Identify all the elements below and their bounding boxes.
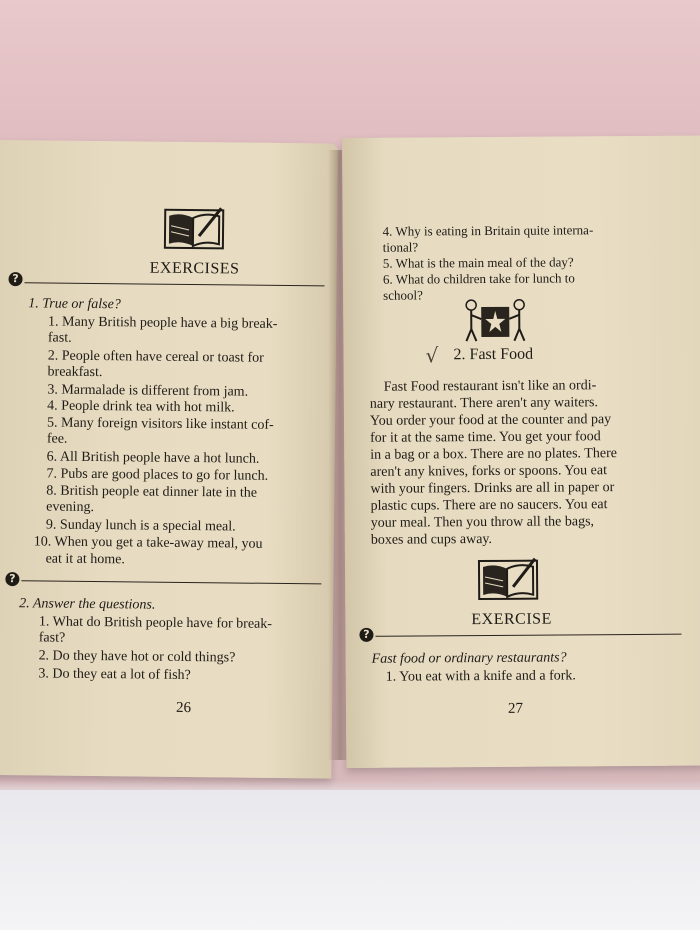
text-line: in a bag or a box. There are no plates. There: [370, 446, 617, 463]
text-line: boxes and cups away.: [370, 531, 493, 548]
divider: [375, 634, 681, 637]
list-item: breakfast.: [47, 364, 103, 381]
exercise-title: Fast food or ordinary restaurants?: [371, 650, 567, 667]
text-line: aren't any knives, forks or spoons. You eat: [370, 463, 607, 480]
list-item: fast.: [47, 330, 72, 346]
text-line: for it at the same time. You get your food: [370, 429, 601, 446]
left-page: [0, 140, 338, 779]
exercises-heading: EXERCISES: [149, 259, 240, 278]
handwritten-tick: √: [425, 343, 439, 368]
list-item: 4. People drink tea with hot milk.: [47, 398, 235, 416]
list-item: 8. British people eat dinner late in the: [46, 483, 258, 501]
list-item: fee.: [46, 431, 68, 447]
text-line: You order your food at the counter and pay: [369, 412, 612, 429]
question-mark-icon: ?: [359, 628, 373, 642]
book-pen-icon: [163, 206, 225, 253]
children-flag-icon: [461, 297, 531, 343]
list-item: school?: [383, 287, 423, 303]
question-mark-icon: ?: [5, 572, 19, 586]
list-item: 6. All British people have a hot lunch.: [46, 449, 260, 467]
list-item: 2. Do they have hot or cold things?: [38, 648, 236, 666]
text-line: your meal. Then you throw all the bags,: [370, 514, 595, 531]
list-item: 2. People often have cereal or toast for: [47, 348, 264, 366]
exercise-2-title: 2. Answer the questions.: [19, 596, 156, 613]
divider: [21, 580, 321, 584]
list-item: 1. What do British people have for break-: [38, 614, 273, 632]
text-line: nary restaurant. There aren't any waiters.: [369, 395, 599, 412]
list-item: 3. Do they eat a lot of fish?: [38, 666, 191, 684]
list-item: 10. When you get a take-away meal, you: [33, 534, 263, 552]
right-page: [342, 136, 700, 768]
text-line: plastic cups. There are no saucers. You eat: [370, 497, 608, 514]
list-item: tional?: [382, 239, 419, 255]
exercise-1-title: 1. True or false?: [28, 296, 121, 313]
list-item: 9. Sunday lunch is a special meal.: [45, 517, 236, 535]
list-item: 1. Many British people have a big break-: [48, 314, 278, 332]
list-item: 4. Why is eating in Britain quite interna-: [382, 222, 594, 239]
page-number: 26: [175, 699, 192, 717]
list-item: 6. What do children take for lunch to: [382, 270, 575, 287]
list-item: 1. You eat with a knife and a fork.: [385, 668, 576, 685]
list-item: 5. Many foreign visitors like instant cof-: [46, 415, 274, 433]
list-item: 5. What is the main meal of the day?: [382, 254, 574, 271]
exercise-heading: EXERCISE: [471, 610, 552, 629]
book-pen-icon: [477, 557, 539, 603]
table-surface: [0, 790, 700, 930]
text-line: Fast Food restaurant isn't like an ordi-: [383, 378, 597, 395]
divider: [25, 282, 325, 286]
question-mark-icon: ?: [8, 272, 22, 286]
list-item: 3. Marmalade is different from jam.: [47, 382, 249, 400]
list-item: fast?: [38, 630, 66, 646]
list-item: 7. Pubs are good places to go for lunch.: [46, 466, 269, 484]
page-number: 27: [507, 700, 524, 717]
text-line: with your fingers. Drinks are all in paper or: [370, 480, 615, 497]
list-item: eat it at home.: [45, 551, 126, 568]
section-title: 2. Fast Food: [453, 345, 534, 364]
list-item: evening.: [46, 499, 95, 516]
